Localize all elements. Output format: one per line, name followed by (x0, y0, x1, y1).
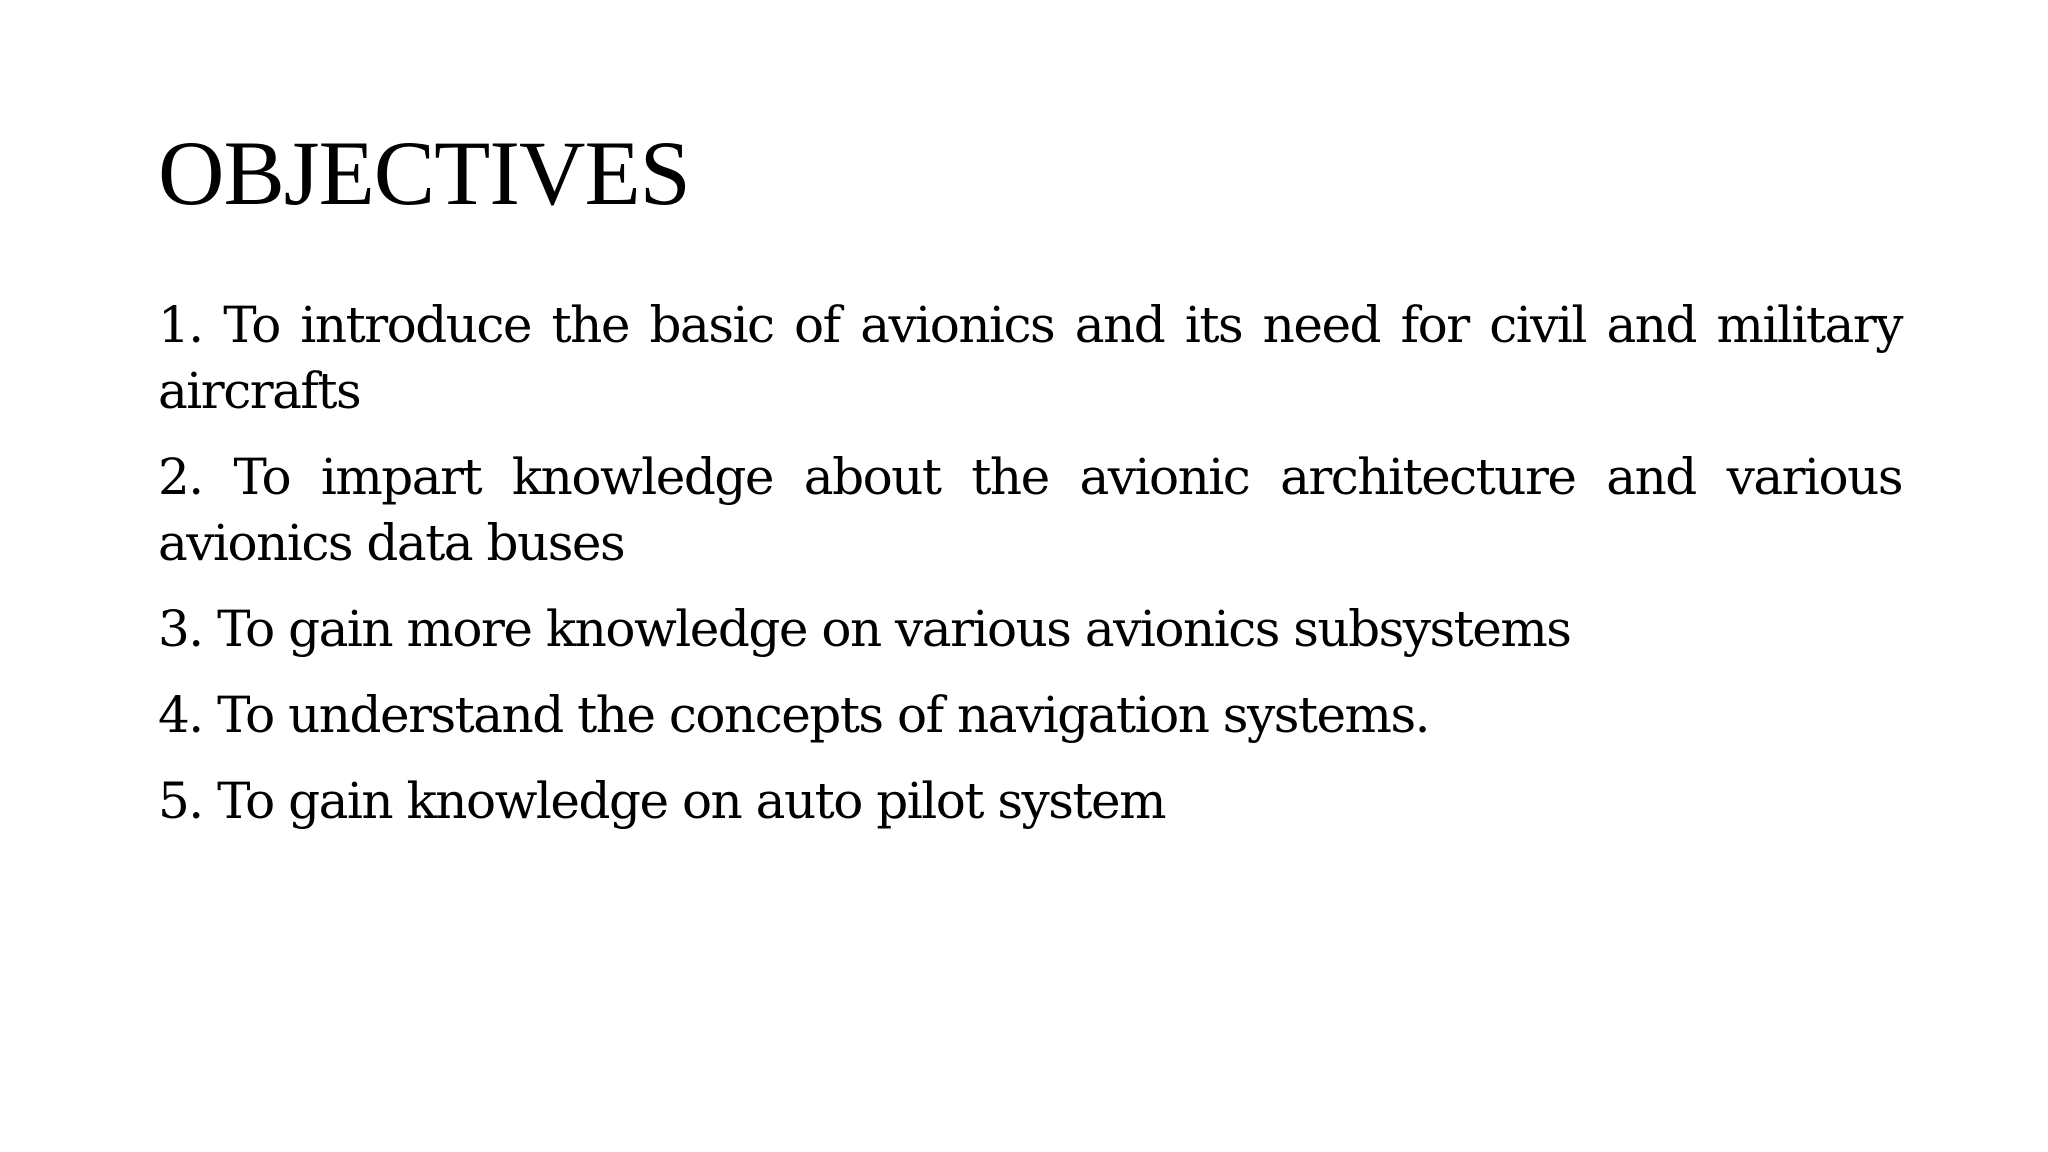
objective-item-1: 1. To introduce the basic of avionics and its need for civil and military aircrafts (158, 296, 1902, 420)
objective-item-2: 2. To impart knowledge about the avionic architecture and various avionics data buses (158, 448, 1902, 572)
objective-item-5: 5. To gain knowledge on auto pilot system (158, 772, 1165, 830)
objective-item-3: 3. To gain more knowledge on various avionics subsystems (158, 600, 1571, 658)
slide-title: OBJECTIVES (158, 122, 690, 224)
objectives-list (158, 292, 1902, 854)
objective-item-4: 4. To understand the concepts of navigation systems. (158, 686, 1430, 744)
